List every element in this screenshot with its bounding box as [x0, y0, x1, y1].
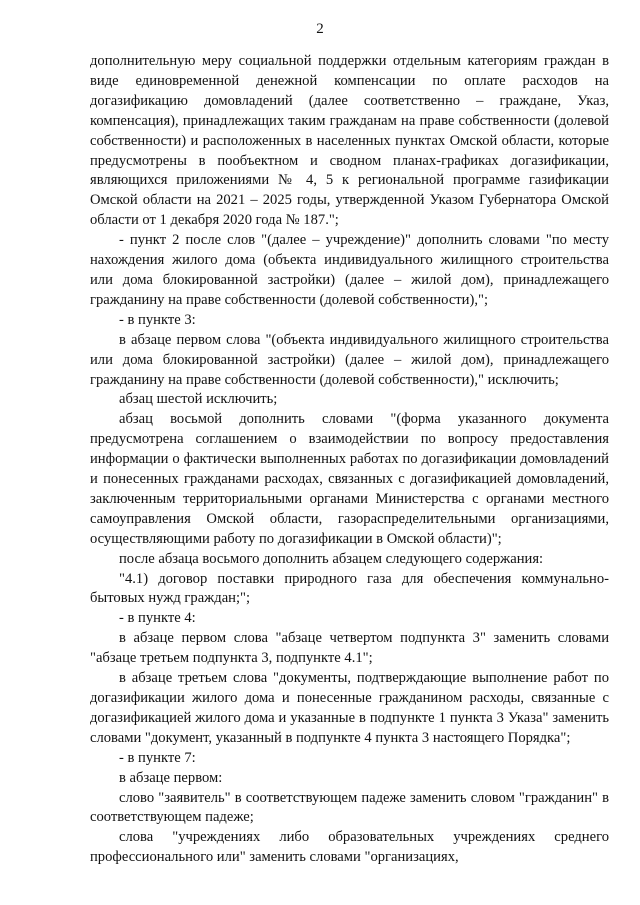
page-number: 2: [316, 21, 324, 37]
paragraph: дополнительную меру социальной поддержки отдельным категориям граждан в виде единовременной денежной компенсации по оплате расходов на догазификацию домовладений (далее соответственно – граждане, Указ, компенсация), принадлежащих таким гражданам на праве собственности (долевой собственности) и расположенных в населенных пунктах Омской области, которые предусмотрены в пообъектном и сводном планах-графиках догазификации, являющихся приложениями № 4, 5 к региональной программе газификации Омской области на 2021 – 2025 годы, утвержденной Указом Губернатора Омской области от 1 декабря 2020 года № 187.";: [90, 53, 609, 229]
paragraph: - в пункте 4:: [119, 610, 196, 627]
paragraph: в абзаце третьем слова "документы, подтверждающие выполнение работ по догазификации жилого дома и понесенные гражданином расходы, связанные с догазификацией жилого дома и указанные в подпункте 1 пункта 3 Указа" заменить словами "документ, указанный в подпункте 4 пункта 3 настоящего Порядка";: [90, 670, 609, 746]
paragraph: в абзаце первом слова "(объекта индивидуального жилищного строительства или дома блокированной застройки) (далее – жилой дом), принадлежащего гражданину на праве собственности (долевой собственности)," исключить;: [90, 331, 609, 388]
paragraph: в абзаце первом:: [119, 769, 223, 786]
paragraph: - в пункте 7:: [119, 749, 196, 766]
paragraph: в абзаце первом слова "абзаце четвертом подпункта 3" заменить словами "абзаце третьем подпункта 3, подпункте 4.1";: [90, 630, 609, 667]
paragraph: слово "заявитель" в соответствующем падеже заменить словом "гражданин" в соответствующем падеже;: [90, 789, 609, 826]
paragraph: после абзаца восьмого дополнить абзацем следующего содержания:: [119, 550, 544, 567]
paragraph: абзац шестой исключить;: [119, 391, 278, 408]
paragraph: абзац восьмой дополнить словами "(форма указанного документа предусмотрена соглашением о взаимодействии по вопросу предоставления информации о фактически выполненных работах по догазификации домовладений и понесенных гражданами расходах, связанных с догазификацией домовладений, заключенным территориальными органами Министерства с органами местного самоуправления Омской области, газораспределительными организациями, осуществляющими работу по догазификации в Омской области)";: [90, 411, 609, 547]
paragraph: слова "учреждениях либо образовательных учреждениях среднего профессионального или" заменить словами "организациях,: [90, 829, 609, 866]
paragraph: - пункт 2 после слов "(далее – учреждение)" дополнить словами "по месту нахождения жилого дома (объекта индивидуального жилищного строительства или дома блокированной застройки) (далее – жилой дом), принадлежащего гражданину на праве собственности (долевой собственности),";: [90, 232, 609, 308]
document-body: [90, 52, 609, 868]
paragraph: - в пункте 3:: [119, 311, 196, 328]
paragraph: "4.1) договор поставки природного газа для обеспечения коммунально-бытовых нужд граждан;";: [90, 570, 609, 607]
